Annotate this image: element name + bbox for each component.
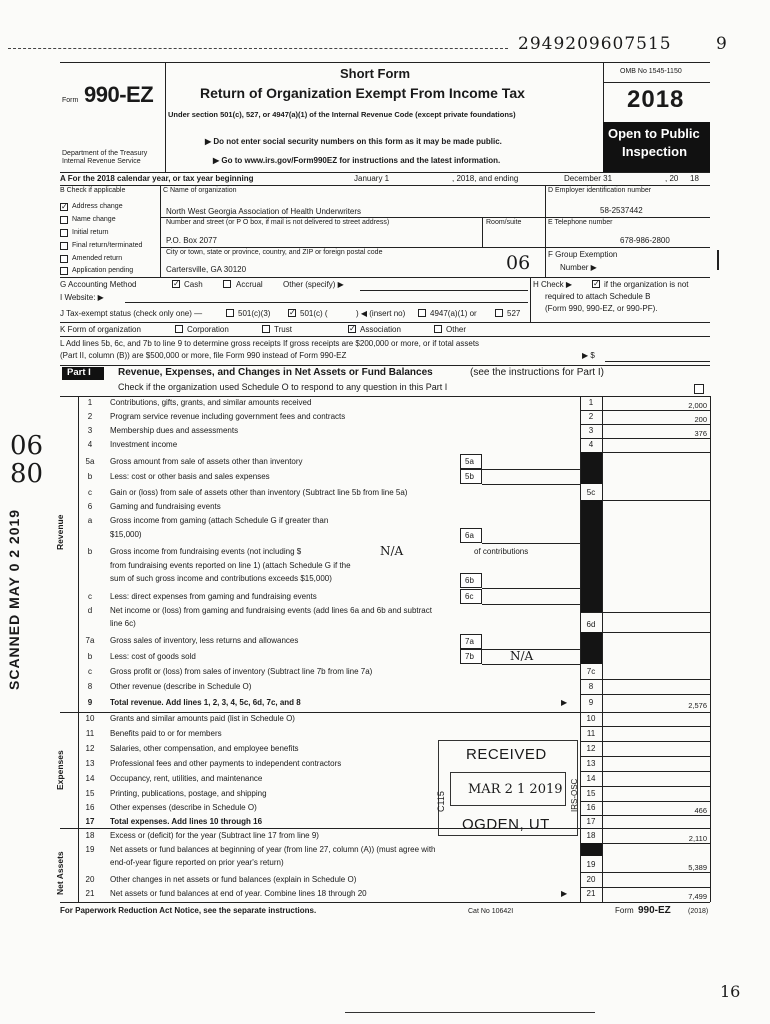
line-6a-text-2: $15,000) <box>110 530 142 539</box>
line-h-text-4: (Form 990, 990-EZ, or 990-PF). <box>545 304 658 313</box>
phone-value: 678-986-2800 <box>620 236 670 245</box>
status-501c-checkbox[interactable] <box>288 309 296 317</box>
trust-checkbox[interactable] <box>262 325 270 333</box>
line-3-box: 3 <box>588 426 594 435</box>
application-pending-label: Application pending <box>72 267 134 274</box>
line-13-rule <box>580 771 710 772</box>
line-2-num: 2 <box>87 412 93 421</box>
final-return-checkbox[interactable] <box>60 242 68 250</box>
line-6b-text-2: from fundraising events reported on line 1) (attach Schedule G if the <box>110 561 351 570</box>
other-method-label: Other (specify) ▶ <box>283 280 344 289</box>
expenses-side-border <box>78 712 79 828</box>
line-10-rule <box>580 726 710 727</box>
line-6b-text-3: sum of such gross income and contributions exceeds $15,000) <box>110 574 332 583</box>
footer-form-year: (2018) <box>688 908 709 915</box>
line-6c-field[interactable] <box>482 604 580 605</box>
organization-name: North West Georgia Association of Health Underwriters <box>166 207 362 216</box>
line-8-num: 8 <box>87 682 93 691</box>
section-c-left-border <box>160 185 161 277</box>
part1-badge: Part I <box>67 367 91 378</box>
net-assets-side-border <box>78 828 79 902</box>
line-5b-box: 5b <box>465 472 474 481</box>
line-10-num: 10 <box>85 714 95 723</box>
accrual-label: Accrual <box>236 280 263 289</box>
bottom-handwritten-mark: 16 <box>720 982 741 1001</box>
room-divider <box>482 217 483 247</box>
line-17-num: 17 <box>85 817 95 826</box>
line-10-box: 10 <box>586 714 596 723</box>
inspection-label: Inspection <box>622 144 688 159</box>
line-21-text: Net assets or fund balances at end of year. Combine lines 18 through 20 <box>110 889 367 898</box>
line-7c-text: Gross profit or (loss) from sales of inventory (Subtract line 7b from line 7a) <box>110 667 373 676</box>
line-17-text: Total expenses. Add lines 10 through 16 <box>110 817 263 826</box>
line-3-rule <box>580 438 710 439</box>
footer-cat-no: Cat No 10642I <box>468 908 514 915</box>
line-7b-na: N/A <box>510 649 534 663</box>
line-11-num: 11 <box>85 729 95 738</box>
line-15-rule <box>580 801 710 802</box>
handwritten-stroke <box>717 250 719 270</box>
line-3-text: Membership dues and assessments <box>110 426 239 435</box>
form-title: Return of Organization Exempt From Income Tax <box>200 85 525 101</box>
line-5a-num: 5a <box>85 457 95 466</box>
form-name: 990-EZ <box>84 82 154 107</box>
line-6b-text-after: of contributions <box>474 547 529 556</box>
status-501c-label: 501(c) ( <box>300 309 328 318</box>
tax-year-end-year: 18 <box>690 174 699 183</box>
line-4-box: 4 <box>588 440 594 449</box>
line-6b-box: 6b <box>465 576 474 585</box>
line-l-text-1: L Add lines 5b, 6c, and 7b to line 9 to determine gross receipts If gross receipts are $200,000 or more, or if total assets <box>60 339 480 348</box>
line-6a-field[interactable] <box>482 543 580 544</box>
stamp-date: MAR 2 1 2019 <box>468 782 563 797</box>
line-7-shade <box>581 632 602 664</box>
tax-year-begin: January 1 <box>354 174 390 183</box>
line-6a-text: Gross income from gaming (attach Schedule G if greater than <box>110 516 329 525</box>
line-l-top-rule <box>60 336 710 337</box>
line-12-rule <box>580 756 710 757</box>
other-org-checkbox[interactable] <box>434 325 442 333</box>
line-9-arrow: ▶ <box>561 698 568 707</box>
insert-no-label: ) ◀ (insert no) <box>356 309 406 318</box>
line-1-rule <box>580 410 710 411</box>
line-7b-num: b <box>87 652 93 661</box>
part1-bottom-rule <box>60 396 710 397</box>
line-14-text: Occupancy, rent, utilities, and maintenance <box>110 774 263 783</box>
final-return-label: Final return/terminated <box>72 242 143 249</box>
line-h-text-3: required to attach Schedule B <box>545 292 651 301</box>
line-20-rule <box>580 887 710 888</box>
dln-number: 2949209607515 <box>518 34 672 54</box>
line-4-num: 4 <box>87 440 93 449</box>
header-top-rule <box>60 62 710 63</box>
line-12-box: 12 <box>586 744 596 753</box>
footer-notice: For Paperwork Reduction Act Notice, see the separate instructions. <box>60 906 317 915</box>
line-4-text: Investment income <box>110 440 178 449</box>
line-9-box: 9 <box>588 698 594 707</box>
section-d-left-border <box>545 185 546 277</box>
line-21-arrow: ▶ <box>561 889 568 898</box>
under-section-text: Under section 501(c), 527, or 4947(a)(1) of the Internal Revenue Code (except private foundations) <box>168 110 516 119</box>
section-bc-bottom-rule <box>60 277 710 278</box>
no-ssn-notice: ▶ Do not enter social security numbers on this form as it may be made public. <box>205 137 502 146</box>
cash-check-mark: ✓ <box>173 279 180 288</box>
line-8-box: 8 <box>588 682 594 691</box>
line-7b-text: Less: cost of goods sold <box>110 652 196 661</box>
revenue-expenses-divider <box>60 712 710 713</box>
line-13-box: 13 <box>586 759 596 768</box>
street-rule <box>160 247 545 248</box>
group-number-label: Number ▶ <box>560 263 597 272</box>
line-19-rule <box>580 872 710 873</box>
line-21-amount[interactable]: 7,499 <box>688 892 707 901</box>
line-18-num: 18 <box>85 831 95 840</box>
name-rule <box>160 217 545 218</box>
line-10-text: Grants and similar amounts paid (list in Schedule O) <box>110 714 295 723</box>
line-6-num: 6 <box>87 502 93 511</box>
dept-treasury: Department of the Treasury <box>62 150 148 157</box>
line-20-box: 20 <box>586 875 596 884</box>
line-5c-text: Gain or (loss) from sale of assets other than inventory (Subtract line 5b from line 5a) <box>110 488 408 497</box>
line-5b-field[interactable] <box>482 484 580 485</box>
tax-year-end: December 31 <box>564 174 613 183</box>
stamp-side-left: C115 <box>436 791 446 812</box>
name-change-label: Name change <box>72 216 116 223</box>
section-b-label: B Check if applicable <box>60 187 126 194</box>
line-19-shade <box>581 843 602 856</box>
top-dashed-line <box>8 48 508 49</box>
revenue-side-label: Revenue <box>55 514 65 550</box>
line-6b-na: N/A <box>380 544 404 558</box>
accrual-checkbox[interactable] <box>223 280 231 288</box>
line-l-arrow: ▶ $ <box>582 351 595 360</box>
line-18-text: Excess or (deficit) for the year (Subtract line 17 from line 9) <box>110 831 319 840</box>
line-14-rule <box>580 786 710 787</box>
line-13-num: 13 <box>85 759 95 768</box>
line-6-text: Gaming and fundraising events <box>110 502 221 511</box>
tax-year-mid: , 2018, and ending <box>452 174 519 183</box>
line-7c-rule <box>580 679 710 680</box>
line-7b-box: 7b <box>465 652 474 661</box>
line-5b-text: Less: cost or other basis and sales expenses <box>110 472 270 481</box>
line-h-text: H Check ▶ <box>533 280 573 289</box>
line-a-bottom-rule <box>60 185 710 186</box>
line-15-text: Printing, publications, postage, and shipping <box>110 789 267 798</box>
line-6b-num: b <box>87 547 93 556</box>
group-exemption-label: F Group Exemption <box>548 250 618 259</box>
line-16-rule <box>580 815 710 816</box>
corporation-checkbox[interactable] <box>175 325 183 333</box>
goto-irs-link[interactable]: ▶ Go to www.irs.gov/Form990EZ for instructions and the latest information. <box>213 156 501 165</box>
line-7c-num: c <box>88 667 92 676</box>
line-6d-text: Net income or (loss) from gaming and fundraising events (add lines 6a and 6b and subtract <box>110 606 432 615</box>
line-1-box: 1 <box>588 398 594 407</box>
cash-label: Cash <box>184 280 203 289</box>
tax-year: 2018 <box>627 86 685 113</box>
line-2-text: Program service revenue including government fees and contracts <box>110 412 346 421</box>
line-6-shade <box>581 500 602 612</box>
line-21-num: 21 <box>85 889 95 898</box>
line-6b-text: Gross income from fundraising events (not including $ <box>110 547 302 556</box>
amended-return-checkbox[interactable] <box>60 255 68 263</box>
name-change-checkbox[interactable] <box>60 216 68 224</box>
line-h-left-border <box>530 277 531 322</box>
line-16-num: 16 <box>85 803 95 812</box>
line-2-box: 2 <box>588 412 594 421</box>
line-6b-field[interactable] <box>482 588 580 589</box>
website-field[interactable] <box>125 302 528 303</box>
line-7b-field[interactable] <box>482 664 580 665</box>
line-9-amount[interactable]: 2,576 <box>688 701 707 710</box>
association-check-mark: ✓ <box>349 324 356 333</box>
line-a-top-rule <box>60 172 710 173</box>
status-4947-checkbox[interactable] <box>418 309 426 317</box>
schedule-b-checkbox[interactable] <box>592 280 600 288</box>
line-19-box: 19 <box>586 860 596 869</box>
short-form-label: Short Form <box>340 66 411 81</box>
cash-checkbox[interactable] <box>172 280 180 288</box>
line-2-amount[interactable]: 200 <box>694 415 707 424</box>
room-suite-label: Room/suite <box>486 219 522 226</box>
form-of-org-label: K Form of organization <box>60 325 141 334</box>
handwritten-code: 06 <box>506 252 531 274</box>
line-9-text: Total revenue. Add lines 1, 2, 3, 4, 5c, 6d, 7c, and 8 <box>110 698 301 707</box>
revenue-side-border <box>78 396 79 712</box>
line-11-box: 11 <box>586 729 596 738</box>
line-11-rule <box>580 741 710 742</box>
schedule-o-check-text: Check if the organization used Schedule O to respond to any question in this Part I <box>118 382 448 392</box>
part1-top-rule <box>60 365 710 366</box>
stamp-received: RECEIVED <box>466 746 547 763</box>
line-18-box: 18 <box>586 831 596 840</box>
part1-title: Revenue, Expenses, and Changes in Net Assets or Fund Balances <box>118 367 433 378</box>
association-label: Association <box>360 325 401 334</box>
line-18-amount[interactable]: 2,110 <box>688 834 707 843</box>
line-8-rule <box>580 694 710 695</box>
line-5c-box: 5c <box>586 488 596 497</box>
line-5a-text: Gross amount from sale of assets other than inventory <box>110 457 303 466</box>
status-527-label: 527 <box>507 309 521 318</box>
line-6d-num: d <box>87 606 93 615</box>
line-15-box: 15 <box>586 789 596 798</box>
tax-exempt-status-label: J Tax-exempt status (check only one) — <box>60 309 203 318</box>
line-16-text: Other expenses (describe in Schedule O) <box>110 803 257 812</box>
website-label: I Website: ▶ <box>60 293 104 302</box>
city-label: City or town, state or province, country, and ZIP or foreign postal code <box>166 249 383 256</box>
box-col-right <box>602 396 603 902</box>
ein-rule <box>545 217 710 218</box>
other-method-field[interactable] <box>360 290 528 291</box>
line-6a-box: 6a <box>465 531 474 540</box>
line-21-box: 21 <box>586 889 596 898</box>
line-5-shade <box>581 452 602 484</box>
dept-irs: Internal Revenue Service <box>62 158 141 165</box>
line-14-num: 14 <box>85 774 95 783</box>
line-5b-num: b <box>87 472 93 481</box>
address-change-label: Address change <box>72 203 123 210</box>
section-c-label: C Name of organization <box>163 187 237 194</box>
schedule-b-check-mark: ✓ <box>593 279 600 288</box>
association-checkbox[interactable] <box>348 325 356 333</box>
line-16-box: 16 <box>586 803 596 812</box>
application-pending-checkbox[interactable] <box>60 267 68 275</box>
phone-label: E Telephone number <box>548 219 613 226</box>
line-7a-num: 7a <box>85 636 95 645</box>
line-3-num: 3 <box>87 426 93 435</box>
line-k-top-rule <box>60 322 710 323</box>
expenses-net-divider <box>60 828 710 829</box>
line-6d-top-rule <box>580 612 710 613</box>
status-501c-check-mark: ✓ <box>289 308 296 317</box>
line-17-box: 17 <box>586 817 596 826</box>
line-9-num: 9 <box>87 698 93 707</box>
line-1-num: 1 <box>87 398 93 407</box>
line-7a-text: Gross sales of inventory, less returns and allowances <box>110 636 299 645</box>
line-2-rule <box>580 424 710 425</box>
line-1-amount[interactable]: 2,000 <box>688 401 707 410</box>
line-7a-box: 7a <box>465 637 474 646</box>
line-12-num: 12 <box>85 744 95 753</box>
line-5a-box: 5a <box>465 457 474 466</box>
address-change-check-mark: ✓ <box>61 202 68 211</box>
line-19-text-2: end-of-year figure reported on prior year's return) <box>110 858 284 867</box>
part1-end-rule <box>60 902 710 903</box>
amount-col-right <box>710 396 711 902</box>
omb-number: OMB No 1545-1150 <box>620 68 682 75</box>
line-6a-num: a <box>87 516 93 525</box>
tax-year-end-prefix: , 20 <box>665 174 679 183</box>
status-501c3-checkbox[interactable] <box>226 309 234 317</box>
line-20-text: Other changes in net assets or fund balances (explain in Schedule O) <box>110 875 357 884</box>
stamp-side-right: IRS-OSC <box>570 778 579 812</box>
expenses-side-label: Expenses <box>55 750 65 790</box>
corporation-label: Corporation <box>187 325 229 334</box>
line-5c-num: c <box>88 488 92 497</box>
line-h-text-2: if the organization is not <box>604 280 689 289</box>
stamp-city: OGDEN, UT <box>462 816 550 833</box>
address-change-checkbox[interactable] <box>60 203 68 211</box>
gross-receipts-field[interactable] <box>605 361 710 362</box>
ein-label: D Employer identification number <box>548 187 652 194</box>
line-8-text: Other revenue (describe in Schedule O) <box>110 682 252 691</box>
line-11-text: Benefits paid to or for members <box>110 729 222 738</box>
bottom-rule <box>345 1012 595 1013</box>
phone-rule <box>545 247 710 248</box>
line-6c-num: c <box>88 592 92 601</box>
line-6d-text-2: line 6c) <box>110 619 136 628</box>
line-l-text-2: (Part II, column (B)) are $500,000 or more, file Form 990 instead of Form 990-EZ <box>60 351 347 360</box>
scanned-stamp: SCANNED MAY 0 2 2019 <box>6 508 22 690</box>
schedule-o-checkbox[interactable] <box>694 384 704 394</box>
status-4947-label: 4947(a)(1) or <box>430 309 477 318</box>
footer-form-prefix: Form <box>615 906 634 915</box>
line-19-amount[interactable]: 5,389 <box>688 863 707 872</box>
line-15-num: 15 <box>85 789 95 798</box>
net-assets-side-label: Net Assets <box>55 851 65 895</box>
initial-return-checkbox[interactable] <box>60 229 68 237</box>
open-to-public: Open to Public <box>608 126 700 141</box>
status-501c3-label: 501(c)(3) <box>238 309 271 318</box>
line-12-text: Salaries, other compensation, and employee benefits <box>110 744 299 753</box>
dln-suffix: 9 <box>716 34 727 54</box>
line-16-amount[interactable]: 466 <box>694 806 707 815</box>
other-org-label: Other <box>446 325 467 334</box>
line-6c-text: Less: direct expenses from gaming and fundraising events <box>110 592 317 601</box>
margin-handwriting: 06 80 <box>10 431 44 489</box>
accounting-method-label: G Accounting Method <box>60 280 137 289</box>
ein-value: 58-2537442 <box>600 206 643 215</box>
line-1-text: Contributions, gifts, grants, and similar amounts received <box>110 398 312 407</box>
street-label: Number and street (or P O box, if mail is not delivered to street address) <box>166 219 390 226</box>
line-7c-box: 7c <box>586 667 596 676</box>
status-527-checkbox[interactable] <box>495 309 503 317</box>
header-left-divider <box>165 62 166 172</box>
initial-return-label: Initial return <box>72 229 109 236</box>
footer-form-name: 990-EZ <box>638 905 671 916</box>
line-14-box: 14 <box>586 774 596 783</box>
street-address: P.O. Box 2077 <box>166 236 217 245</box>
line-6d-box: 6d <box>586 620 596 629</box>
form-prefix: Form <box>62 97 79 104</box>
trust-label: Trust <box>274 325 292 334</box>
omb-rule <box>603 82 710 83</box>
line-19-text: Net assets or fund balances at beginning of year (from line 27, column (A)) (must agree with <box>110 845 436 854</box>
city-address: Cartersville, GA 30120 <box>166 265 247 274</box>
line-19-num: 19 <box>85 845 95 854</box>
amended-return-label: Amended return <box>72 255 123 262</box>
part1-title-note: (see the instructions for Part I) <box>470 367 604 378</box>
line-5a-field[interactable] <box>482 469 580 470</box>
line-3-amount[interactable]: 376 <box>694 429 707 438</box>
line-6c-box: 6c <box>465 592 474 601</box>
line-a-text: A For the 2018 calendar year, or tax year beginning <box>60 174 254 183</box>
line-13-text: Professional fees and other payments to independent contractors <box>110 759 342 768</box>
line-20-num: 20 <box>85 875 95 884</box>
